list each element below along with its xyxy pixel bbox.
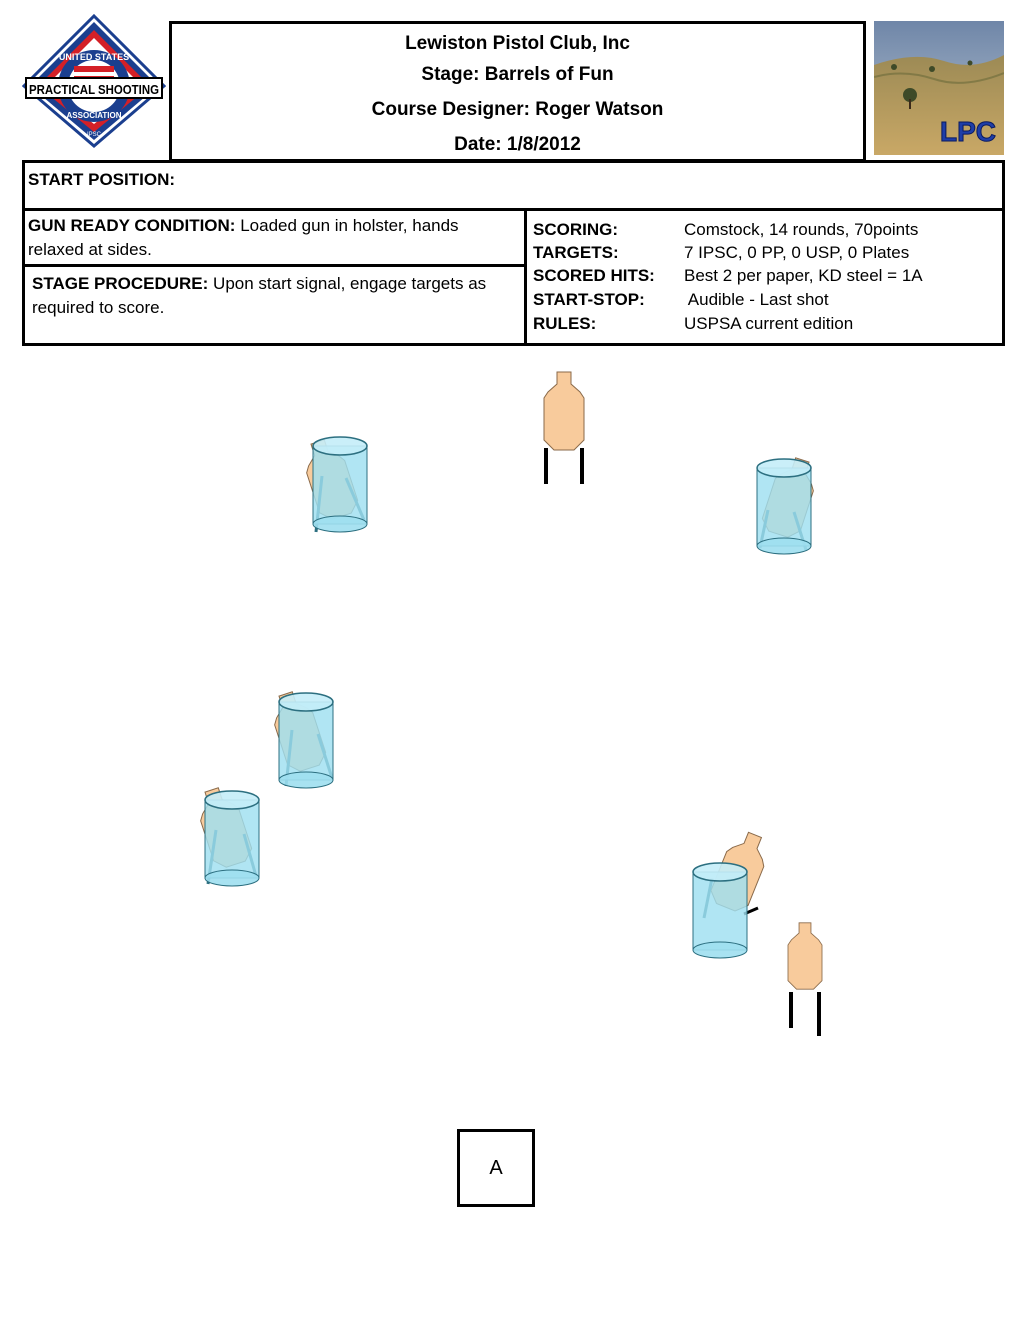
scored-hits-value: Best 2 per paper, KD steel = 1A — [684, 266, 923, 285]
targets-value: 7 IPSC, 0 PP, 0 USP, 0 Plates — [684, 243, 910, 262]
stage-name: Stage: Barrels of Fun — [421, 64, 614, 85]
logo-bottom-text: ASSOCIATION — [66, 111, 122, 120]
gun-ready-box — [22, 208, 527, 267]
course-designer: Course Designer: Roger Watson — [371, 99, 664, 120]
start-stop-label: START-STOP: — [533, 290, 645, 309]
club-name: Lewiston Pistol Club, Inc — [405, 33, 630, 54]
stage-procedure-box — [22, 264, 527, 346]
start-position-box — [22, 160, 1005, 211]
stage-procedure-label: STAGE PROCEDURE: — [32, 274, 209, 293]
barrel-target-lower-left — [193, 784, 259, 886]
gun-ready-text: Loaded gun in holster, hands relaxed at sides. — [28, 216, 459, 259]
stage-date: Date: 1/8/2012 — [454, 134, 581, 155]
scoring-label: SCORING: — [533, 220, 618, 239]
gun-ready-label: GUN READY CONDITION: — [28, 216, 236, 235]
rules-value: USPSA current edition — [684, 314, 854, 333]
lpc-logo — [874, 21, 1004, 155]
start-stop-value: Audible - Last shot — [684, 290, 829, 309]
barrel-target-upper-right — [757, 454, 821, 554]
stage-procedure-text: Upon start signal, engage targets as required to score. — [32, 274, 487, 317]
logo-main-text: PRACTICAL SHOOTING — [29, 82, 159, 97]
barrel-target-lower-right — [693, 827, 774, 958]
barrel-target-middle-left — [267, 688, 333, 788]
scoring-value: Comstock, 14 rounds, 70points — [684, 220, 919, 239]
lpc-text: LPC — [940, 116, 996, 147]
barrel-target-upper-left — [299, 436, 367, 532]
target-standing-lower-right — [788, 923, 822, 1036]
rules-label: RULES: — [533, 314, 597, 333]
logo-tiny-text: IPSC — [86, 132, 102, 138]
targets-label: TARGETS: — [533, 243, 619, 262]
target-standing-top — [544, 372, 584, 484]
start-box-a: A — [457, 1129, 535, 1207]
start-position-label: START POSITION: — [28, 170, 176, 189]
header-box — [169, 21, 866, 162]
uspsa-logo — [22, 14, 166, 148]
scoring-box — [524, 208, 1005, 346]
scored-hits-label: SCORED HITS: — [533, 266, 655, 285]
logo-arc-text: UNITED STATES — [58, 52, 130, 62]
